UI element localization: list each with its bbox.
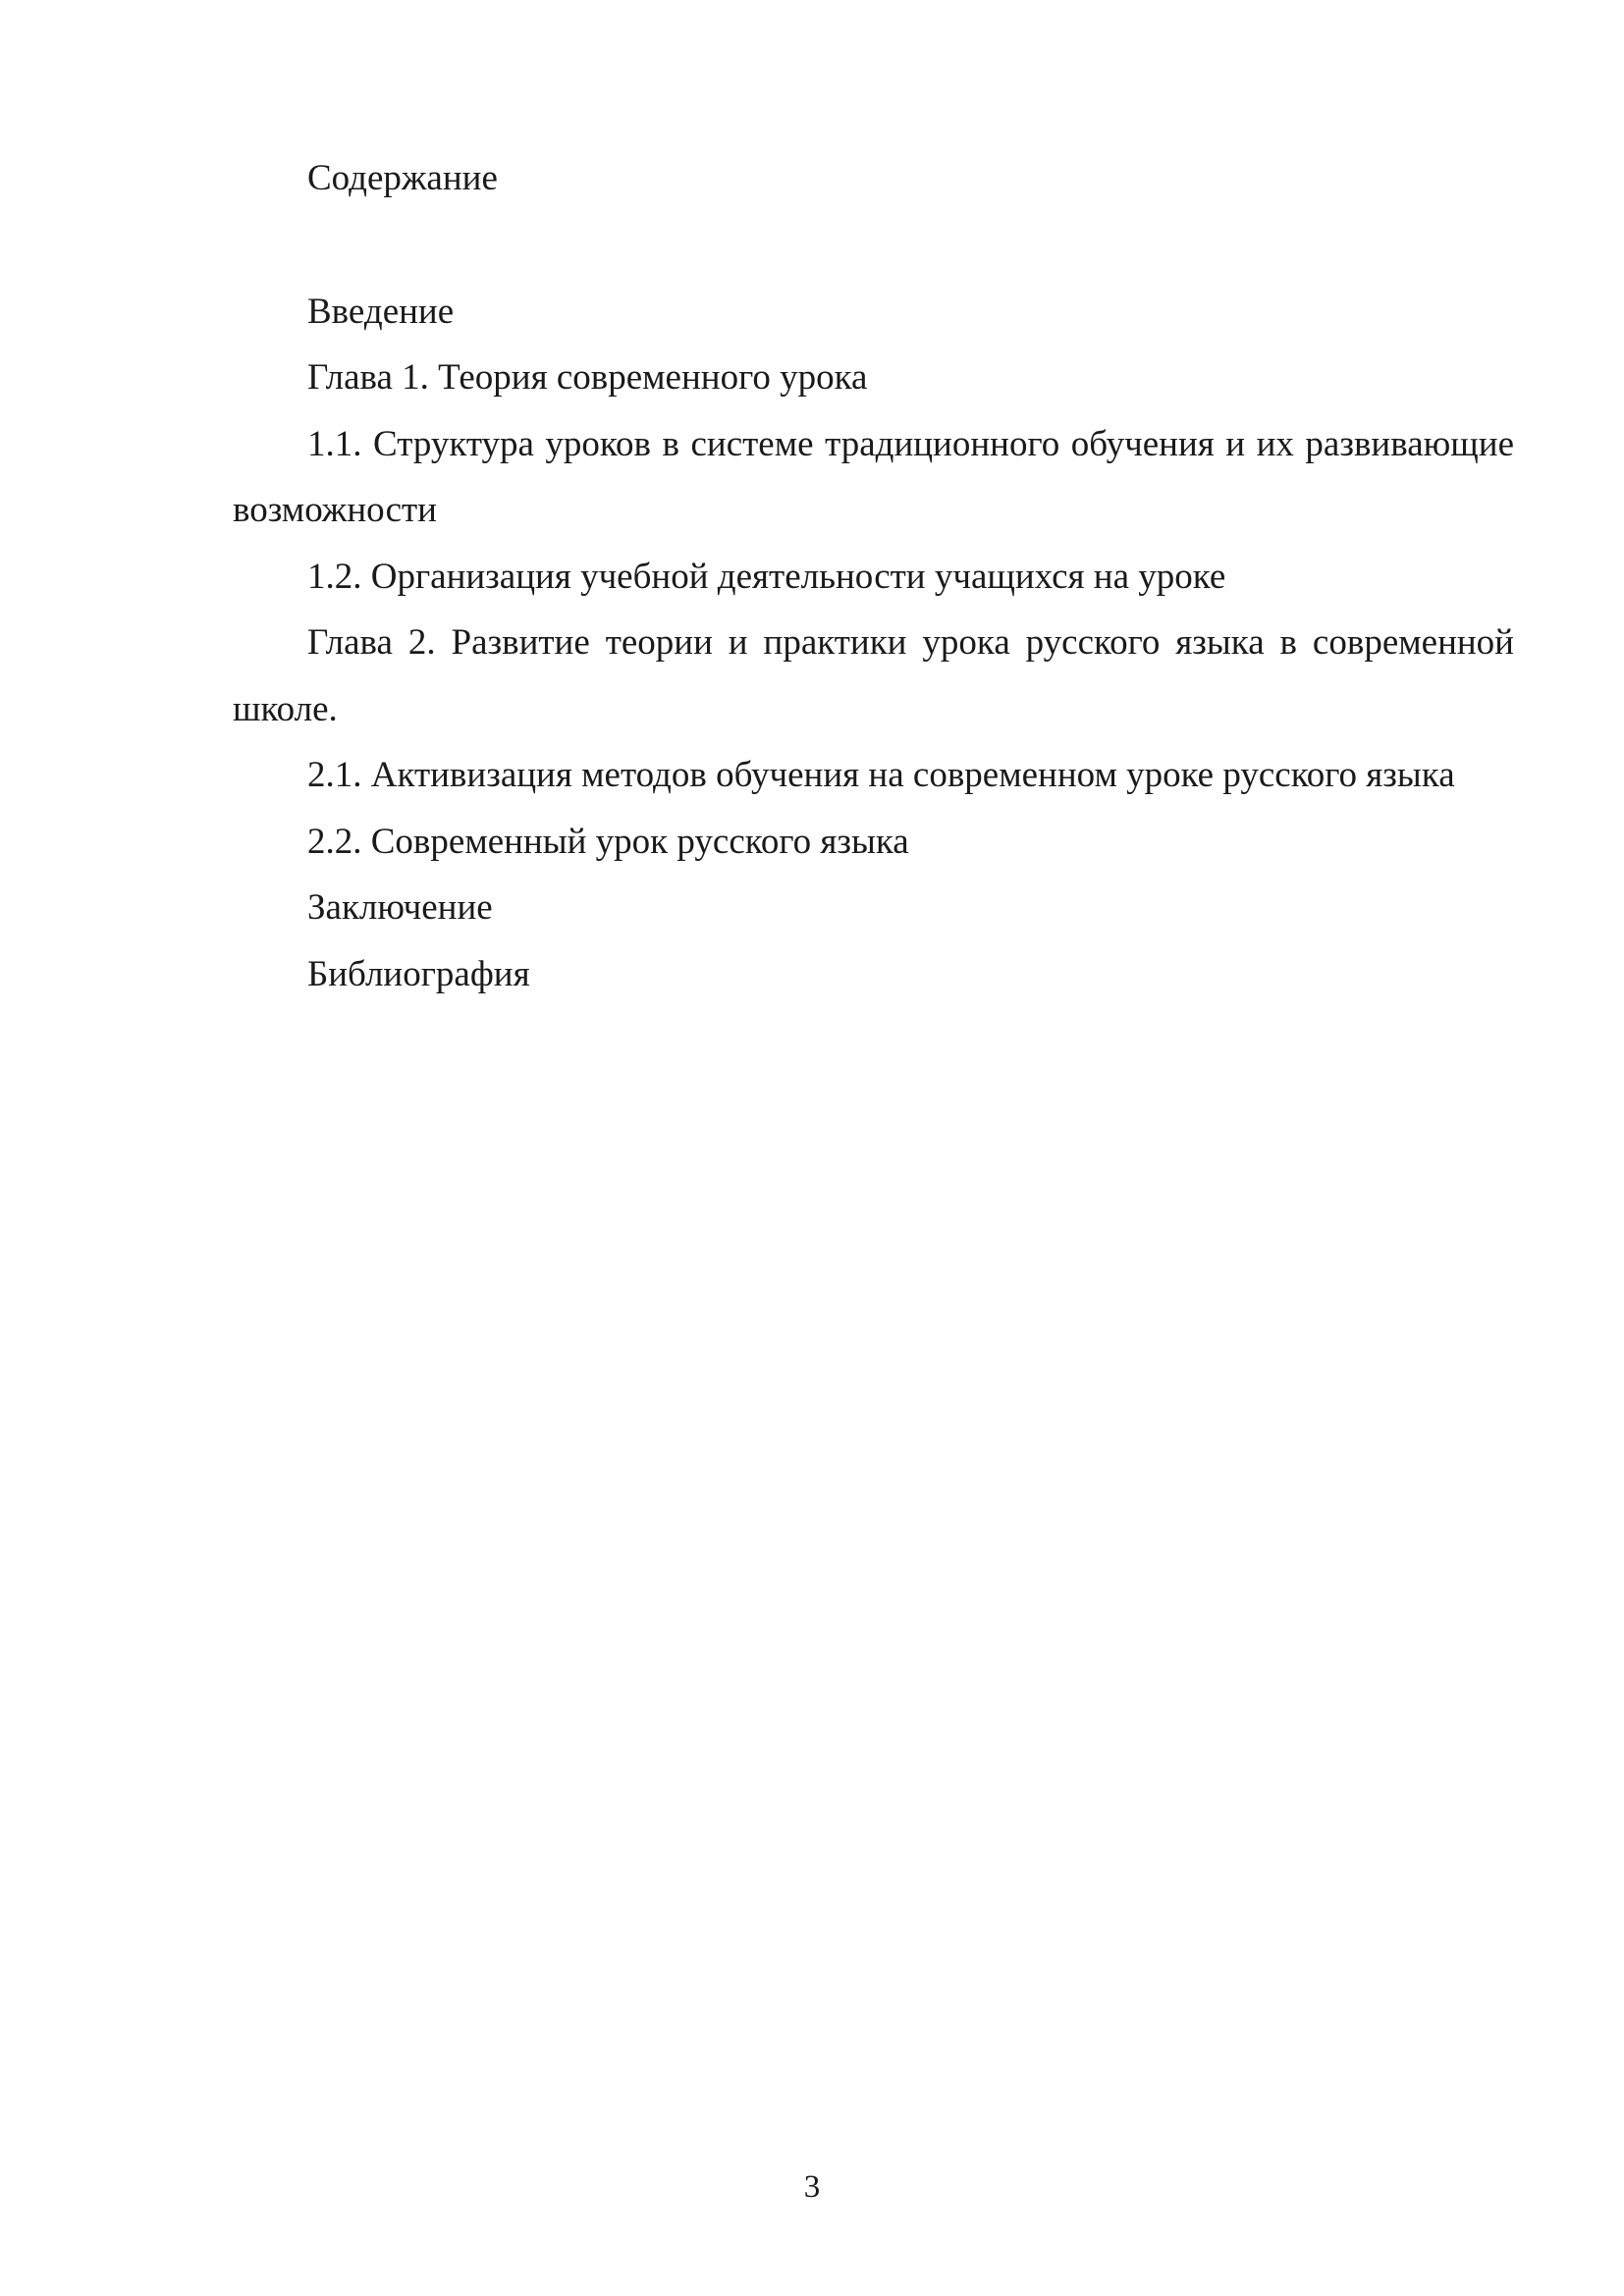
toc-item-section-2-1: 2.1. Активизация методов обучения на современном уроке русского языка <box>307 755 1455 795</box>
page-number: 3 <box>803 2169 821 2205</box>
toc-item-section-1-1: 1.1. Структура уроков в системе традиционного обучения и их развивающие возможности <box>233 423 1514 530</box>
table-of-contents <box>233 145 1514 1007</box>
toc-list <box>233 279 1514 1008</box>
toc-item-introduction: Введение <box>307 291 455 332</box>
toc-item-chapter-2: Глава 2. Развитие теории и практики урока русского языка в современной школе. <box>233 622 1514 729</box>
toc-item-bibliography: Библиография <box>307 953 530 994</box>
toc-item-chapter-1: Глава 1. Теория современного урока <box>307 357 868 398</box>
toc-item-section-2-2: 2.2. Современный урок русского языка <box>307 821 909 862</box>
toc-item-conclusion: Заключение <box>307 887 493 928</box>
toc-title: Содержание <box>307 158 498 198</box>
toc-item-section-1-2: 1.2. Организация учебной деятельности учащихся на уроке <box>307 556 1226 597</box>
